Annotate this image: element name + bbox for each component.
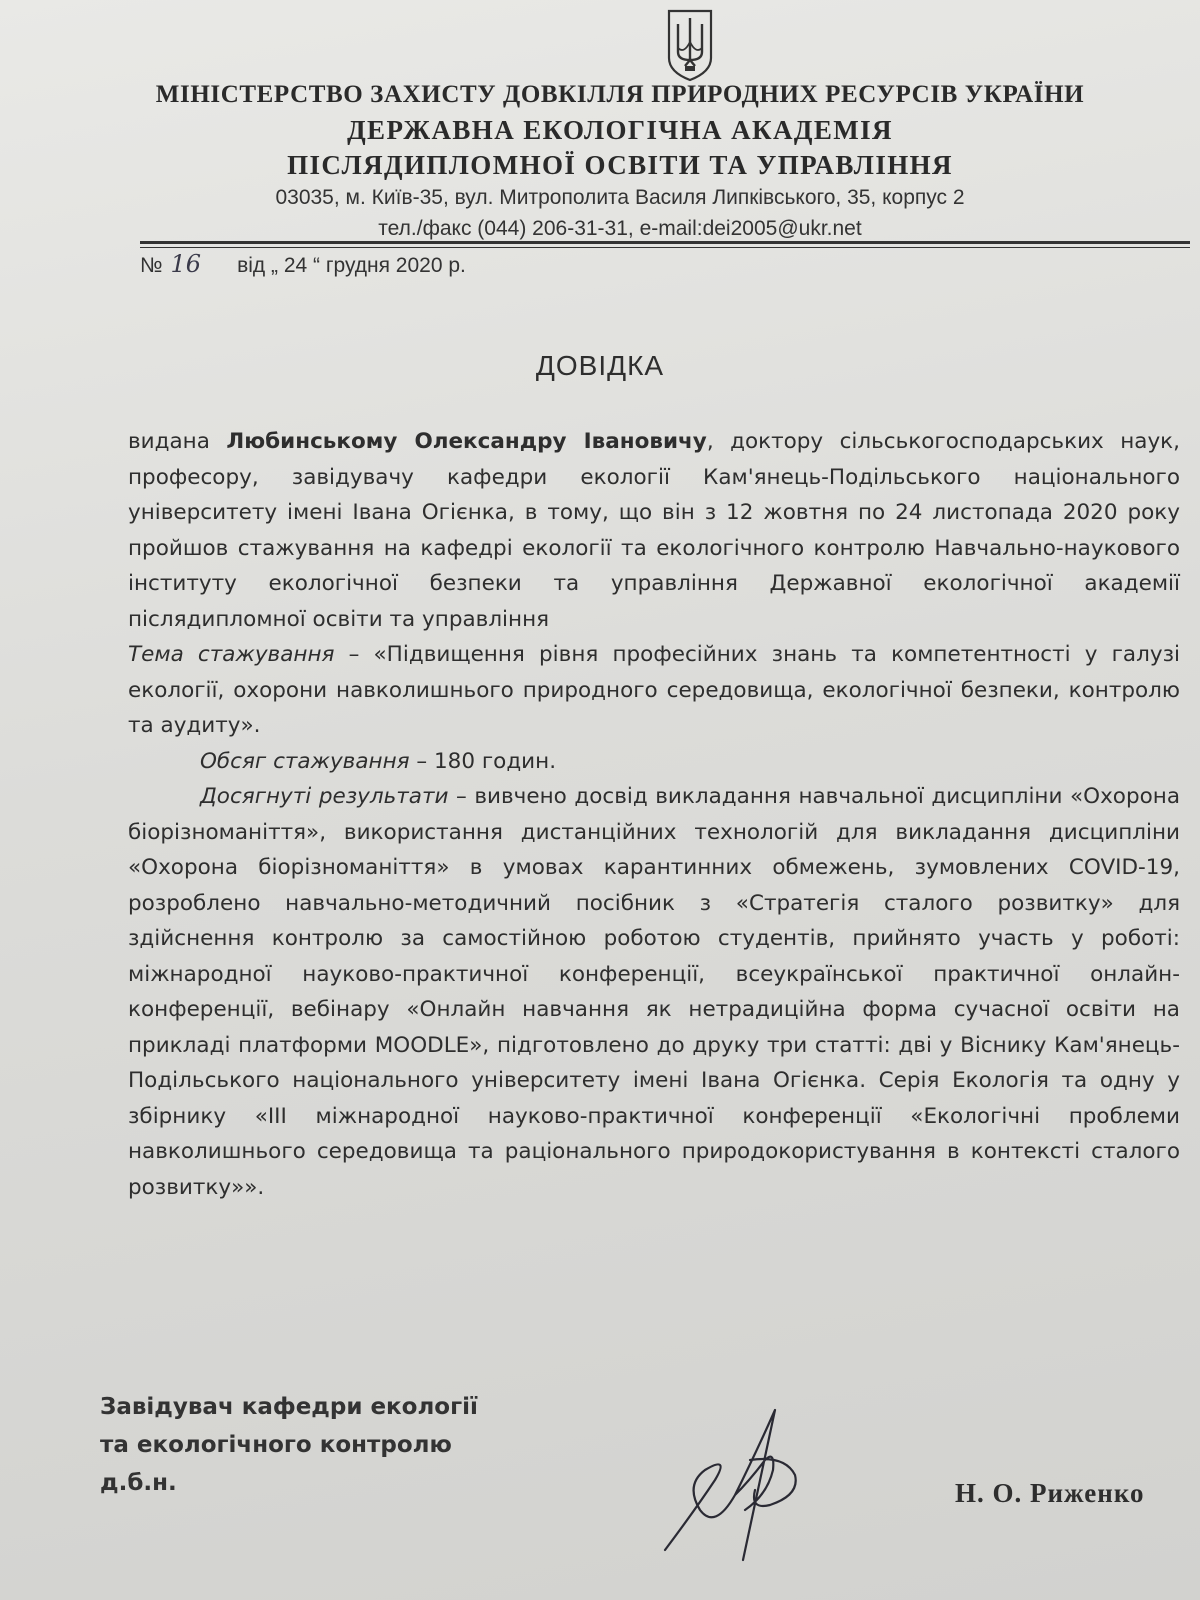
document-title: ДОВІДКА [535, 350, 665, 381]
paragraph-results [128, 779, 1180, 1205]
position-line1: Завідувач кафедри екології [100, 1394, 478, 1420]
academic-degree: д.б.н. [100, 1470, 177, 1496]
registration-date: від „ 24 “ грудня 2020 р. [237, 254, 466, 277]
ministry-name: МІНІСТЕРСТВО ЗАХИСТУ ДОВКІЛЛЯ ПРИРОДНИХ РЕСУРСІВ УКРАЇНИ [155, 81, 1085, 108]
volume-label: Обсяг стажування [200, 748, 410, 774]
academy-name-line2: ПІСЛЯДИПЛОМНОЇ ОСВІТИ ТА УПРАВЛІННЯ [287, 150, 953, 180]
topic-text: – «Підвищення рівня професійних знань та компетентності у галузі екології, охорони навколишнього природного середовища, екологічної безпеки, контролю та аудиту». [128, 642, 1180, 738]
results-text: – вивчено досвід викладання навчальної дисципліни «Охорона біорізноманіття», використання дистанційних технологій для викладання дисципліни «Охорона біорізноманіття» в умовах карантинних обмежень, зумовлених COVID-19, розроблено навчально-методичний посібник з «Стратегія сталого розвитку» для здійснення контролю за самостійною роботою студентів, прийнято участь у роботі: міжнародної науково-практичної конференції, всеукраїнської практичної онлайн-конференції, вебінару «Онлайн навчання як нетрадиційна форма сучасної освіти на прикладі платформи MOODLE», підготовлено до друку три статті: дві у Віснику Кам'янець-Подільського національного університету імені Івана Огієнка. Серія Екологія та одну у збірнику «ІІІ міжнародної науково-практичної конференції «Екологічні проблеми навколишнього середовища та раціонального природокористування в контексті сталого розвитку»». [128, 784, 1180, 1200]
number-prefix: № [140, 254, 163, 277]
registration-line [140, 250, 466, 278]
signatory-name: Н. О. Риженко [955, 1478, 1145, 1508]
contacts: тел./факс (044) 206-31-31, e-mail:dei2005@ukr.net [378, 217, 862, 240]
document-body [128, 424, 1180, 1205]
recipient-details: , доктору сільськогосподарських наук, професору, завідувачу кафедри екології Кам'янець-Подільського національного університету імені Івана Огієнка, в тому, що він з 12 жовтня по 24 листопада 2020 року пройшов стажування на кафедрі екології та екологічного контролю Навчально-наукового інституту екологічної безпеки та управління Державної екологічної академії післядипломної освіти та управління [128, 429, 1180, 632]
letterhead [120, 78, 1120, 244]
volume-text: – 180 годин. [409, 748, 557, 774]
academy-name-line1: ДЕРЖАВНА ЕКОЛОГІЧНА АКАДЕМІЯ [347, 115, 893, 145]
recipient-name: Любинському Олександру Івановичу [226, 429, 707, 454]
trident-icon [665, 8, 715, 82]
signatory-position [100, 1388, 478, 1502]
paragraph-volume [128, 744, 1180, 780]
header-divider-thin [140, 247, 1190, 248]
handwritten-signature [655, 1400, 825, 1570]
issued-prefix: видана [128, 429, 227, 454]
header-divider-thick [140, 241, 1190, 244]
topic-label: Тема стажування [128, 642, 335, 667]
paragraph-topic [128, 637, 1180, 744]
paragraph-recipient [128, 424, 1180, 637]
position-line2: та екологічного контролю [100, 1432, 452, 1458]
registration-number: 16 [170, 250, 202, 278]
address: 03035, м. Київ-35, вул. Митрополита Василя Липківського, 35, корпус 2 [275, 186, 965, 209]
results-label: Досягнуті результати [200, 784, 449, 809]
